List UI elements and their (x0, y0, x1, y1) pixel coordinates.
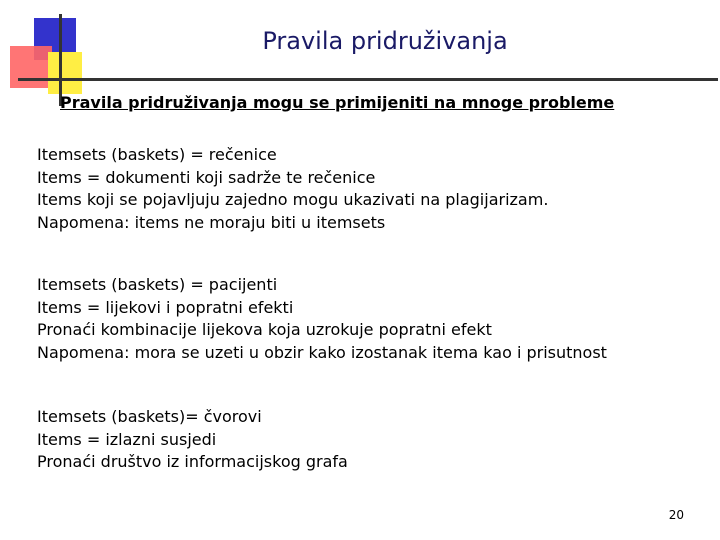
text-line: Items = dokumenti koji sadrže te rečenice (37, 167, 376, 187)
text-line: Items = lijekovi i popratni efekti (37, 297, 294, 317)
slide-title: Pravila pridruživanja (262, 27, 508, 55)
text-line: Napomena: items ne moraju biti u itemsets (37, 212, 386, 232)
example-group-text (37, 144, 548, 234)
slide-subtitle: Pravila pridruživanja mogu se primijeniti na mnoge probleme (60, 93, 615, 112)
text-line: Itemsets (baskets) = rečenice (37, 145, 277, 164)
example-group-medicine (37, 274, 607, 364)
decor-yellow-square (48, 52, 82, 94)
example-group-graph (37, 406, 348, 474)
text-line: Pronaći društvo iz informacijskog grafa (37, 452, 348, 471)
title-divider-line (18, 78, 718, 81)
text-line: Itemsets (baskets)= čvorovi (37, 407, 262, 426)
text-line: Items koji se pojavljuju zajedno mogu ukazivati na plagijarizam. (37, 190, 549, 209)
text-line: Items = izlazni susjedi (37, 429, 217, 449)
text-line: Pronaći kombinacije lijekova koja uzrokuje popratni efekt (37, 320, 492, 339)
text-line: Napomena: mora se uzeti u obzir kako izostanak itema kao i prisutnost (37, 342, 607, 362)
decor-red-square (10, 46, 52, 88)
page-number: 20 (668, 508, 684, 522)
text-line: Itemsets (baskets) = pacijenti (37, 275, 278, 294)
